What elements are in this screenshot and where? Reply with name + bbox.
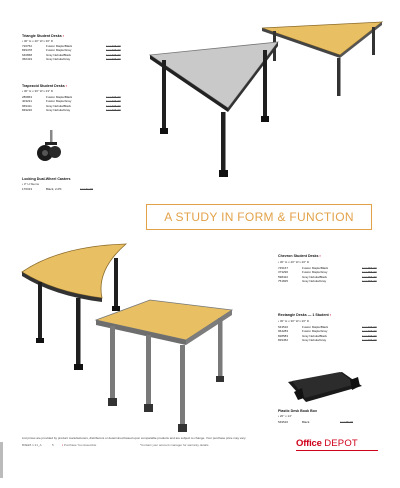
sku: 176313	[22, 187, 33, 191]
casters-sku-table	[22, 187, 95, 191]
rectangle-sku-table	[278, 325, 379, 342]
finish: Fusion Maple/Black	[46, 44, 73, 48]
rectangle-size: • 30" H x 30" W x 20" D	[278, 319, 310, 323]
finish: Gray Nebula/Gray	[46, 107, 71, 112]
catalog-code: B3EE5 1 21_A	[22, 443, 42, 447]
logo-office-text: Office	[296, 438, 322, 449]
trapezoid-title	[22, 84, 67, 88]
finish: Gray Nebula/Gray	[302, 278, 327, 283]
sku: 360419	[22, 56, 33, 61]
sku: 969411	[22, 103, 32, 108]
triangle-title	[22, 34, 64, 38]
price-disclaimer: List prices are provided by product manufacturers, distributors or determined based upon comparable products and are subject to change. Your purchase price may vary.	[22, 436, 247, 440]
sku: 745167	[278, 266, 289, 270]
finish: Fusion Maple/Black	[302, 266, 329, 270]
price: List 306.00	[362, 325, 377, 329]
trapezoid-size: • 30" H x 30" W x 23" D	[22, 89, 54, 93]
assembly-flag-legend	[62, 443, 96, 447]
book-box-image	[288, 372, 362, 402]
finish: Gray Nebula/Gray	[46, 56, 71, 61]
assembly-flag-icon: ▪	[329, 313, 332, 317]
price: List 336.00	[106, 99, 121, 104]
bookbox-title: Plastic Desk Book Box	[278, 409, 317, 413]
casters-title: Locking Dual-Wheel Casters	[22, 177, 71, 181]
chevron-size: • 30" H x 40" W x 20" D	[278, 260, 310, 264]
price: List 356.00	[362, 274, 377, 279]
sku: 828583	[278, 333, 289, 338]
price: List 336.00	[106, 44, 121, 48]
assembly-flag-icon: ▪	[62, 34, 65, 38]
sku: 829452	[278, 337, 289, 342]
sku: 964283	[278, 329, 289, 334]
finish: Black, 2-PK	[46, 187, 62, 191]
sku: 403231	[22, 99, 33, 104]
chevron-sku-table	[278, 266, 379, 283]
sku: 640868	[22, 52, 33, 57]
finish: Fusion Maple/Black	[302, 325, 329, 329]
caster-image	[37, 130, 61, 161]
logo-underline	[296, 450, 378, 451]
price: List 306.00	[362, 329, 377, 334]
price: List 336.00	[106, 95, 121, 99]
logo-depot-text: DEPOT	[324, 438, 358, 449]
sku: 751825	[278, 278, 289, 283]
table-row	[22, 187, 95, 191]
finish: Gray Nebula/Black	[46, 103, 72, 108]
triangle-desk-gray-image	[150, 42, 278, 177]
sku: 549516	[278, 420, 289, 424]
rectangle-title	[278, 313, 331, 317]
triangle-title-text: Triangle Student Desks	[22, 34, 62, 38]
table-row	[278, 338, 379, 342]
price: List 306.00	[362, 337, 377, 342]
assembly-flag-icon: ▪	[62, 443, 64, 447]
price: List 356.00	[362, 278, 377, 283]
finish: Fusion Maple/Gray	[302, 329, 328, 334]
finish: Gray Nebula/Black	[302, 333, 328, 338]
page-number: 5	[52, 443, 54, 447]
assembly-flag-legend-text: Purchase You Assemble	[63, 443, 97, 447]
sku: 598422	[278, 274, 289, 279]
price: List 35.00	[340, 420, 354, 424]
price: List 336.00	[106, 48, 121, 53]
chevron-title	[278, 254, 321, 258]
price: List 31.00	[80, 187, 94, 191]
table-row	[22, 57, 123, 61]
price: List 336.00	[106, 56, 121, 61]
casters-size: • 3" H Stems	[22, 182, 39, 186]
table-row	[278, 420, 355, 424]
triangle-sku-table	[22, 44, 123, 61]
finish: Black	[302, 420, 310, 424]
price: List 336.00	[106, 103, 121, 108]
finish: Gray Nebula/Black	[46, 52, 72, 57]
triangle-size: • 30" H x 40" W x 30" D	[22, 39, 54, 43]
finish: Fusion Maple/Gray	[46, 48, 72, 53]
bookbox-sku-table	[278, 420, 355, 424]
bookbox-size: • 20" x 14"	[278, 414, 292, 418]
sku: 286863	[22, 95, 33, 99]
sku: 373296	[278, 270, 289, 275]
trapezoid-title-text: Trapezoid Student Desks	[22, 84, 65, 88]
price: List 356.00	[362, 266, 377, 270]
headline-banner: A STUDY IN FORM & FUNCTION	[146, 204, 372, 230]
sku: 839478	[22, 48, 33, 53]
sku: 543516	[278, 325, 289, 329]
office-depot-logo	[296, 438, 358, 449]
table-row	[22, 108, 123, 112]
price: List 336.00	[106, 107, 121, 112]
price: List 336.00	[106, 52, 121, 57]
finish: Fusion Maple/Black	[46, 95, 73, 99]
warranty-note: *Contact your account manager for warranty details.	[140, 443, 210, 447]
table-row	[278, 279, 379, 283]
finish: Fusion Maple/Gray	[302, 270, 328, 275]
finish: Gray Nebula/Black	[302, 274, 328, 279]
assembly-flag-icon: ▪	[65, 84, 68, 88]
price: List 356.00	[362, 270, 377, 275]
rectangle-title-text: Rectangle Desks — 1 Student	[278, 313, 329, 317]
trapezoid-sku-table	[22, 95, 123, 112]
assembly-flag-icon: ▪	[319, 254, 321, 258]
triangle-desk-maple-image	[262, 22, 382, 96]
sku: 849220	[22, 107, 33, 112]
finish: Gray Nebula/Gray	[302, 337, 327, 342]
sku: 726752	[22, 44, 33, 48]
rectangle-desk-image	[96, 300, 232, 432]
chevron-title-text: Chevron Student Desks	[278, 254, 319, 258]
page-edge-rule	[0, 442, 3, 478]
price: List 306.00	[362, 333, 377, 338]
finish: Fusion Maple/Gray	[46, 99, 72, 104]
